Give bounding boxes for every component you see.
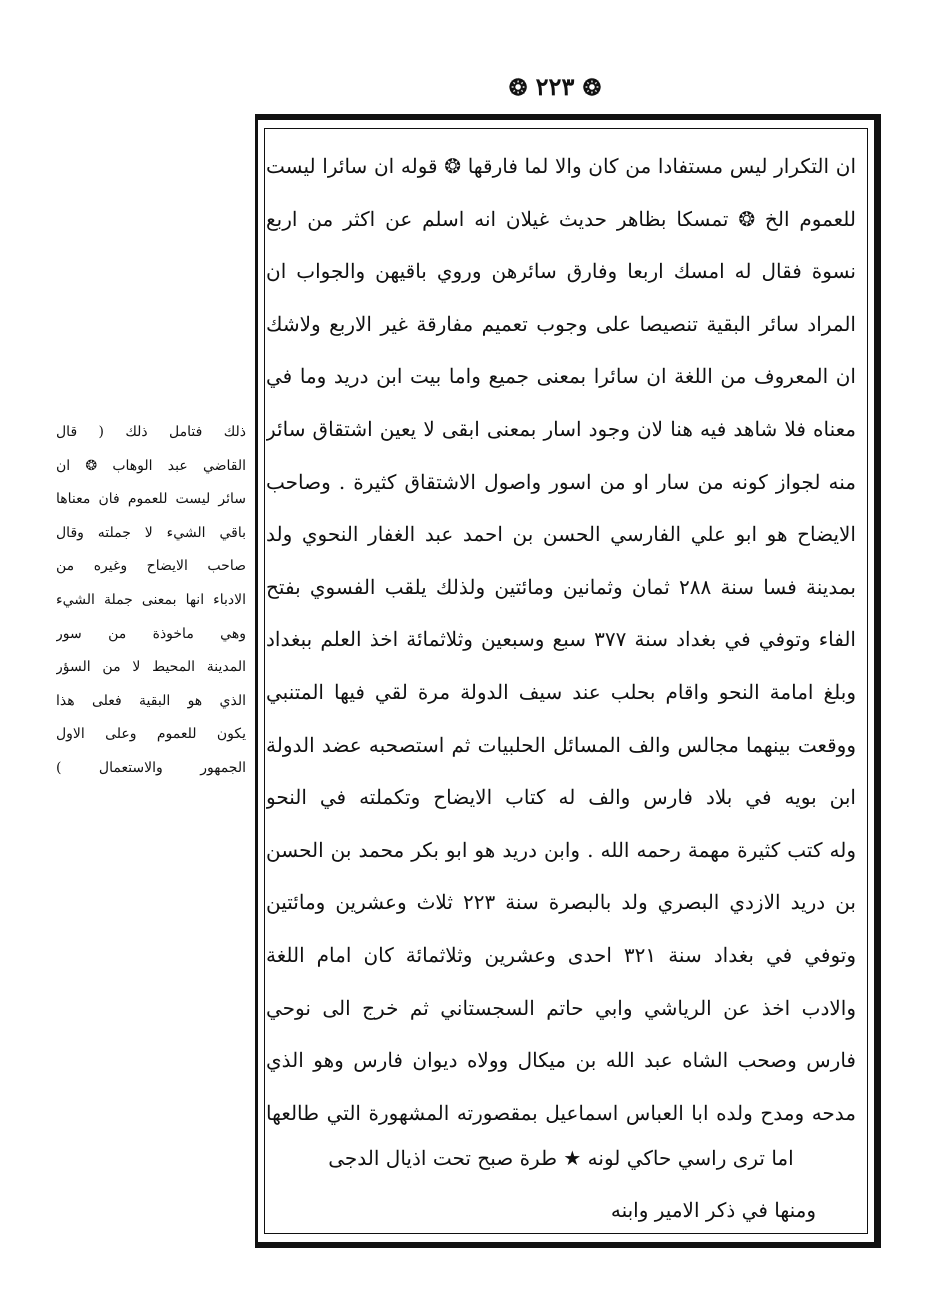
main-text-line: للعموم الخ ❂ تمسكا بظاهر حديث غيلان انه اسلم عن اكثر من اربع	[266, 206, 856, 231]
main-text-line: وبلغ امامة النحو واقام بحلب عند سيف الدولة مرة لقي فيها المتنبي	[266, 679, 856, 704]
margin-note-line: المدينة المحيط لا من السؤر	[56, 659, 246, 676]
margin-note-line: يكون للعموم وعلى الاول	[56, 726, 246, 743]
margin-note-line: وهي ماخوذة من سور	[56, 625, 246, 642]
main-text-line: الفاء وتوفي في بغداد سنة ٣٧٧ سبع وسبعين وثلاثمائة اخذ العلم ببغداد	[266, 627, 856, 652]
main-text-line: المراد سائر البقية تنصيصا على وجوب تعميم مفارقة غير الاربع ولاشك	[266, 311, 856, 336]
poem-continuation: ومنها في ذكر الامير وابنه	[610, 1198, 816, 1222]
main-text-line: الايضاح هو ابو علي الفارسي الحسن بن احمد عبد الغفار النحوي ولد	[266, 522, 856, 547]
main-text-line: ان التكرار ليس مستفادا من كان والا لما فارقها ❂ قوله ان سائرا ليست	[266, 154, 856, 178]
margin-note-line: الجمهور والاستعمال )	[56, 759, 246, 776]
main-text-line: ابن بويه في بلاد فارس والف له كتاب الايضاح وتكملته في النحو	[266, 785, 856, 810]
margin-note-line: القاضي عبد الوهاب ❂ ان	[56, 457, 246, 474]
margin-note-line: الادباء انها بمعنى جملة الشيء	[56, 591, 246, 608]
main-text-line: والادب اخذ عن الرياشي وابي حاتم السجستاني ثم خرج الى نوحي	[266, 995, 856, 1020]
main-text-line: بن دريد الازدي البصري ولد بالبصرة سنة ٢٢٣ ثلاث وعشرين ومائتين	[266, 890, 856, 915]
poem-block	[266, 1132, 856, 1236]
margin-note-line: الذي هو البقية فعلى هذا	[56, 692, 246, 709]
page-number	[0, 72, 928, 101]
margin-note-line: ذلك فتامل ذلك ( قال	[56, 424, 246, 440]
main-text-line: ووقعت بينهما مجالس والف المسائل الحلبيات ثم استصحبه عضد الدولة	[266, 732, 856, 757]
margin-note	[56, 416, 246, 786]
main-text-line: ان المعروف من اللغة ان سائرا بمعنى جميع واما بيت ابن دريد وما في	[266, 364, 856, 389]
ornament-icon: ❂	[582, 75, 602, 101]
main-text-line: بمدينة فسا سنة ٢٨٨ ثمان وثمانين ومائتين ولذلك يلقب الفسوي بفتح	[266, 574, 856, 599]
margin-note-line: سائر ليست للعموم فان معناها	[56, 491, 246, 508]
main-text-line: معناه فلا شاهد فيه هنا لان وجود اسار بمعنى ابقى لا يعين اشتقاق سائر	[266, 416, 856, 441]
ornament-icon: ❂	[508, 75, 528, 101]
main-text-line: منه لجواز كونه من سار او من اسور واصول الاشتقاق كثيرة . وصاحب	[266, 469, 856, 494]
main-text-line: وله كتب كثيرة مهمة رحمه الله . وابن دريد هو ابو بكر محمد بن الحسن	[266, 837, 856, 862]
margin-note-line: باقي الشيء لا جملته وقال	[56, 524, 246, 541]
main-text-block	[266, 140, 856, 1139]
main-text-line: فارس وصحب الشاه عبد الله بن ميكال وولاه ديوان فارس وهو الذي	[266, 1048, 856, 1073]
main-text-line: وتوفي في بغداد سنة ٣٢١ احدى وعشرين وثلاثمائة كان امام اللغة	[266, 942, 856, 967]
main-text-line: نسوة فقال له امسك اربعا وفارق سائرهن وروي باقيهن والجواب ان	[266, 259, 856, 284]
poem-verse: اما ترى راسي حاكي لونه ★ طرة صبح تحت اذيال الدجى	[328, 1146, 794, 1170]
main-text-line: مدحه ومدح ولده ابا العباس اسماعيل بمقصورته المشهورة التي طالعها	[266, 1100, 856, 1125]
page-number-value: ٢٢٣	[535, 72, 575, 101]
margin-note-line: صاحب الايضاح وغيره من	[56, 558, 246, 575]
